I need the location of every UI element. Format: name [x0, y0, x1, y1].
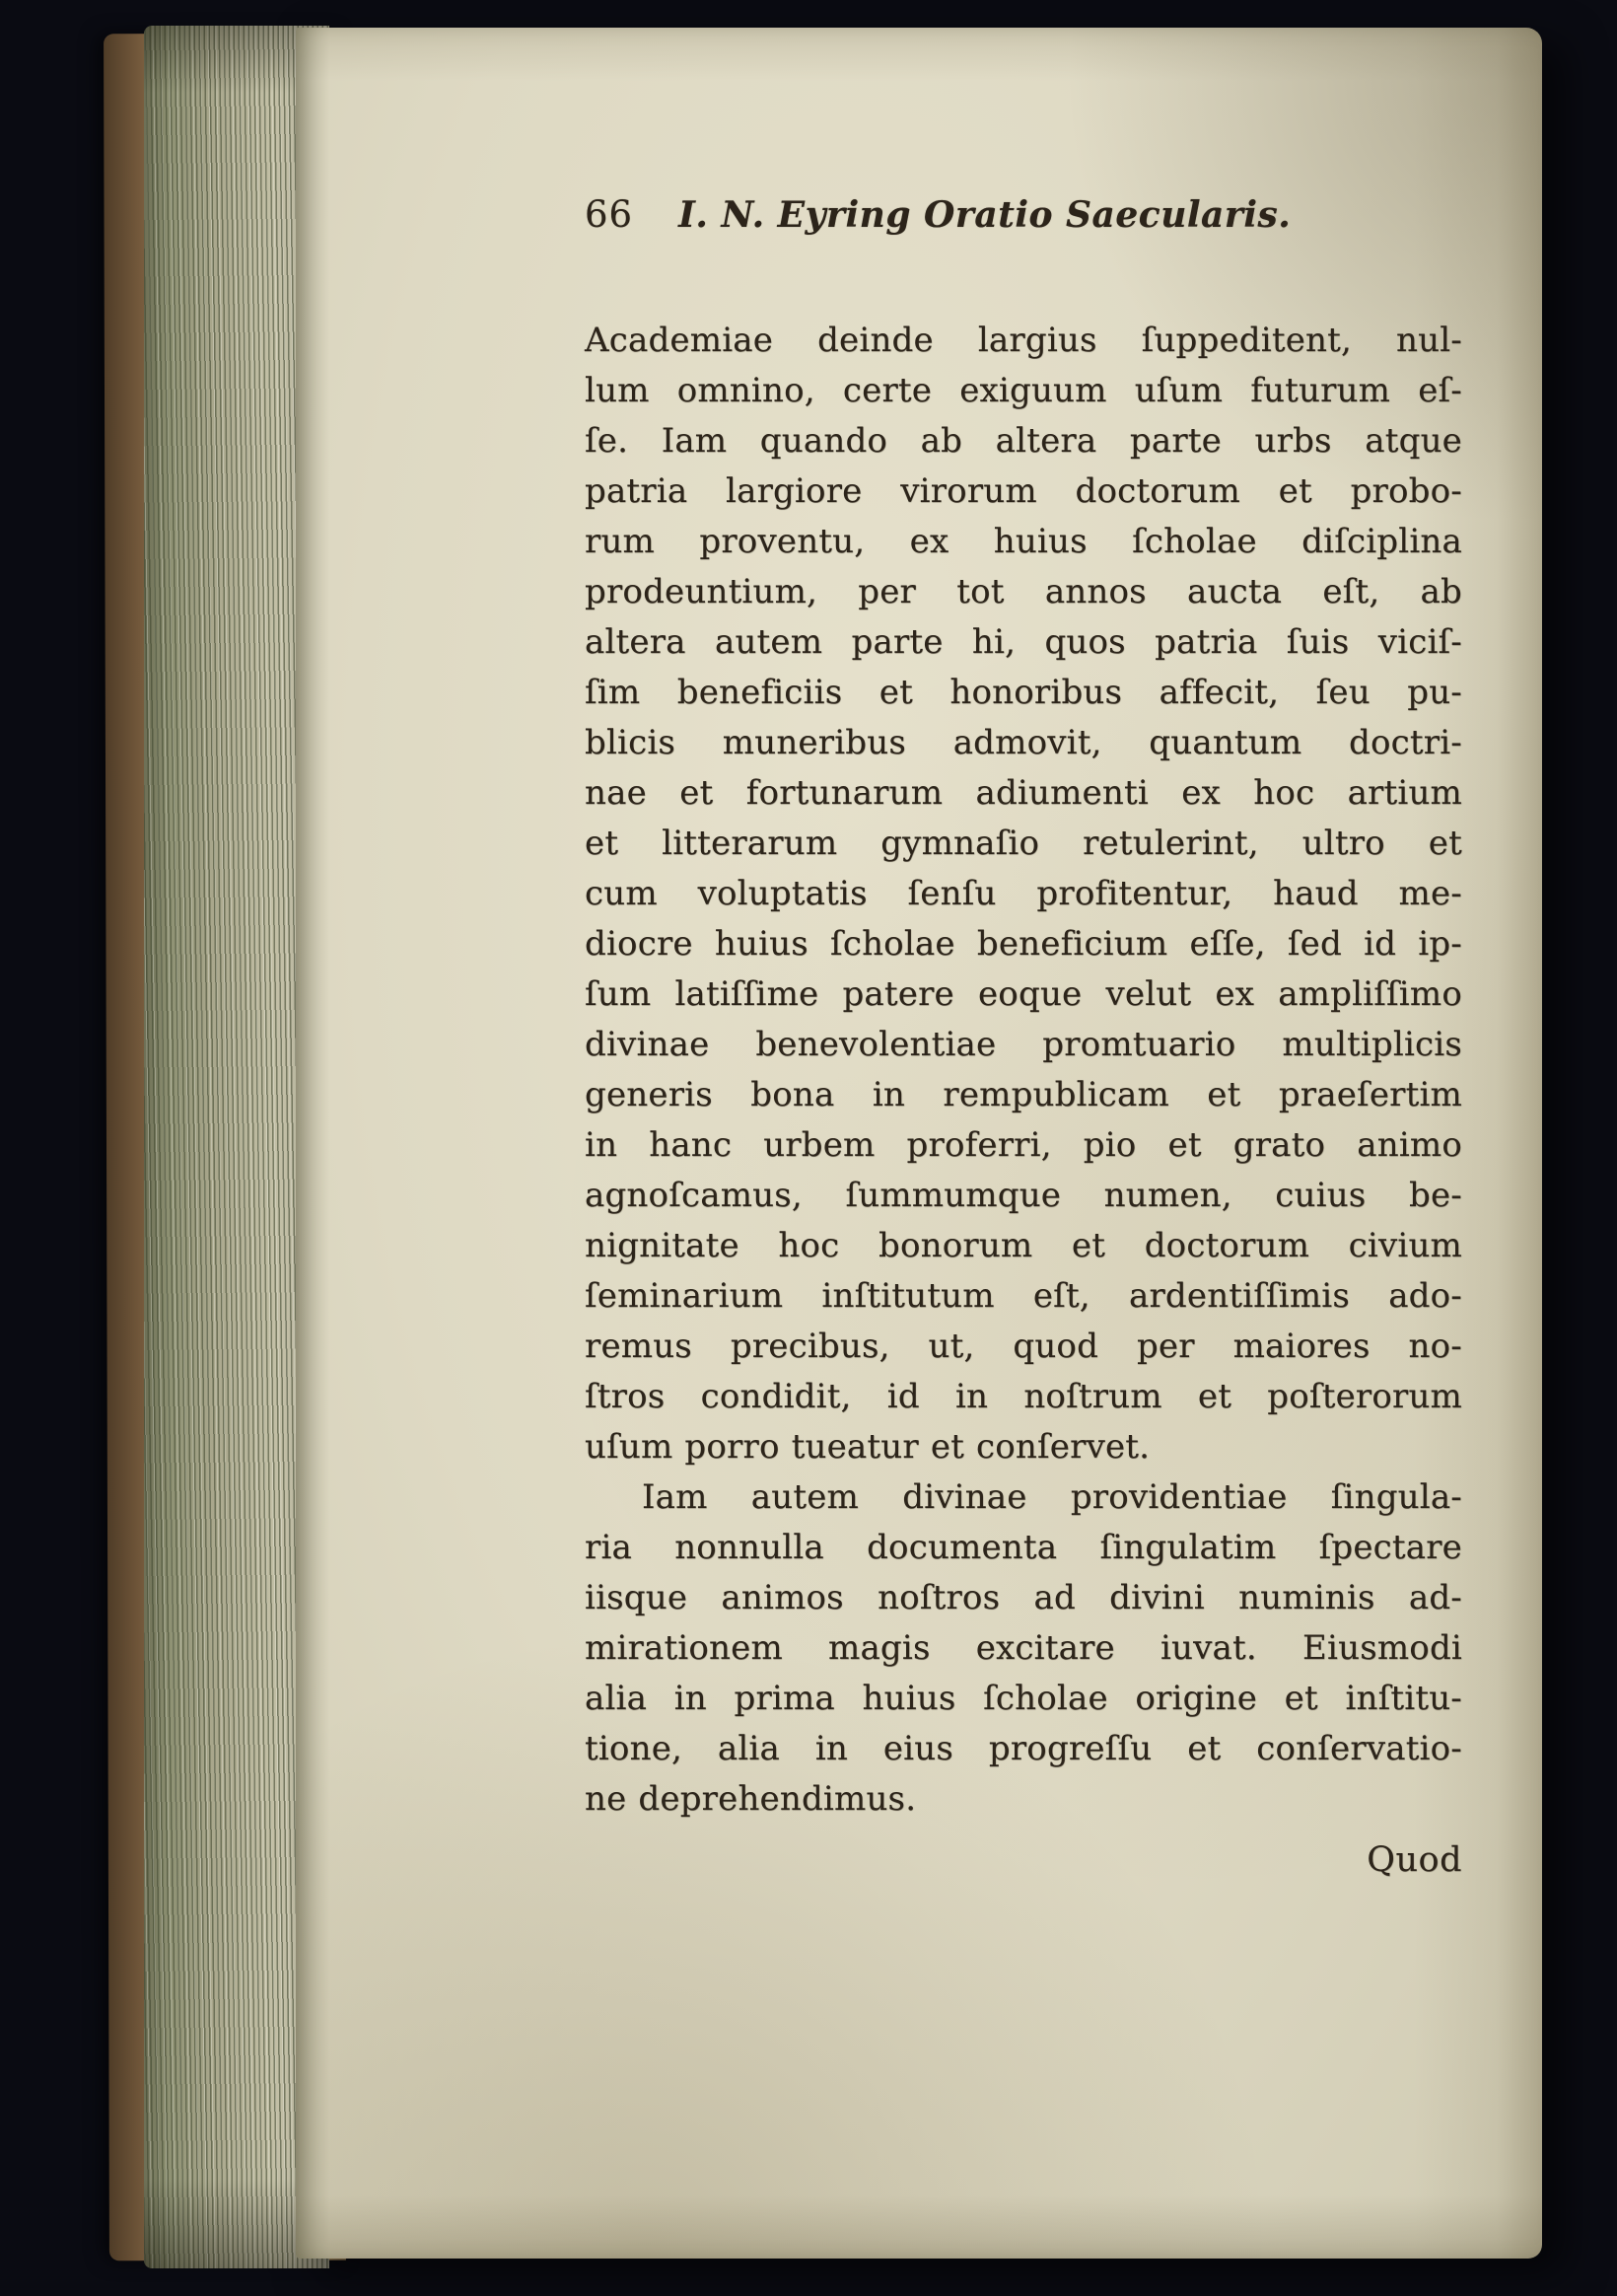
text-line: altera autem parte hi, quos patria ſuis viciſ-	[585, 622, 1462, 662]
text-line: alia in prima huius ſcholae origine et inſtitu-	[585, 1679, 1462, 1718]
text-line: remus precibus, ut, quod per maiores no-	[585, 1327, 1462, 1366]
text-line: et litterarum gymnaſio retulerint, ultro et	[585, 824, 1462, 863]
paragraph	[585, 316, 1462, 1472]
text-line: nae et fortunarum adiumenti ex hoc artium	[585, 773, 1462, 813]
text-line: agnoſcamus, ſummumque numen, cuius be-	[585, 1176, 1462, 1215]
paragraph	[585, 1472, 1462, 1825]
text-line: mirationem magis excitare iuvat. Eiusmodi	[585, 1628, 1462, 1668]
text-line: ſe. Iam quando ab altera parte urbs atque	[585, 421, 1462, 461]
text-line: divinae benevolentiae promtuario multiplicis	[585, 1025, 1462, 1064]
text-line: patria largiore virorum doctorum et probo-	[585, 471, 1462, 511]
page-header	[585, 193, 1462, 236]
text-line: ſtros condidit, id in noſtrum et poſterorum	[585, 1377, 1462, 1416]
text-line: ne deprehendimus.	[585, 1779, 917, 1819]
text-line: cum voluptatis ſenſu profitentur, haud me-	[585, 874, 1462, 913]
text-block	[585, 316, 1462, 1825]
text-line: prodeuntium, per tot annos aucta eſt, ab	[585, 572, 1462, 611]
text-line: tione, alia in eius progreſſu et conſervatio-	[585, 1729, 1462, 1768]
text-line: ria nonnulla documenta ſingulatim ſpectare	[585, 1528, 1462, 1567]
text-line: ſim beneficiis et honoribus affecit, ſeu pu-	[585, 673, 1462, 712]
text-line: diocre huius ſcholae beneficium eſſe, ſed id ip-	[585, 924, 1462, 964]
text-line: ſeminarium inſtitutum eſt, ardentiſſimis ado-	[585, 1276, 1462, 1316]
text-line: rum proventu, ex huius ſcholae diſciplina	[585, 522, 1462, 561]
book-page	[296, 28, 1542, 2259]
text-line: Iam autem divinae providentiae ſingula-	[642, 1477, 1462, 1517]
text-line: Academiae deinde largius ſuppeditent, nul-	[585, 321, 1462, 360]
text-line: blicis muneribus admovit, quantum doctri-	[585, 723, 1462, 762]
text-line: ſum latiſſime patere eoque velut ex ampliſſimo	[585, 974, 1462, 1014]
text-line: uſum porro tueatur et conſervet.	[585, 1427, 1151, 1467]
text-line: in hanc urbem proferri, pio et grato animo	[585, 1125, 1462, 1165]
catchword: Quod	[1367, 1840, 1462, 1880]
text-line: generis bona in rempublicam et praeſertim	[585, 1075, 1462, 1114]
running-title: I. N. Eyring Oratio Saecularis.	[678, 194, 1292, 236]
text-line: iisque animos noſtros ad divini numinis ad-	[585, 1578, 1462, 1617]
page-number: 66	[585, 193, 634, 236]
text-line: nignitate hoc bonorum et doctorum civium	[585, 1226, 1462, 1265]
text-line: lum omnino, certe exiguum uſum futurum eſ-	[585, 371, 1462, 410]
